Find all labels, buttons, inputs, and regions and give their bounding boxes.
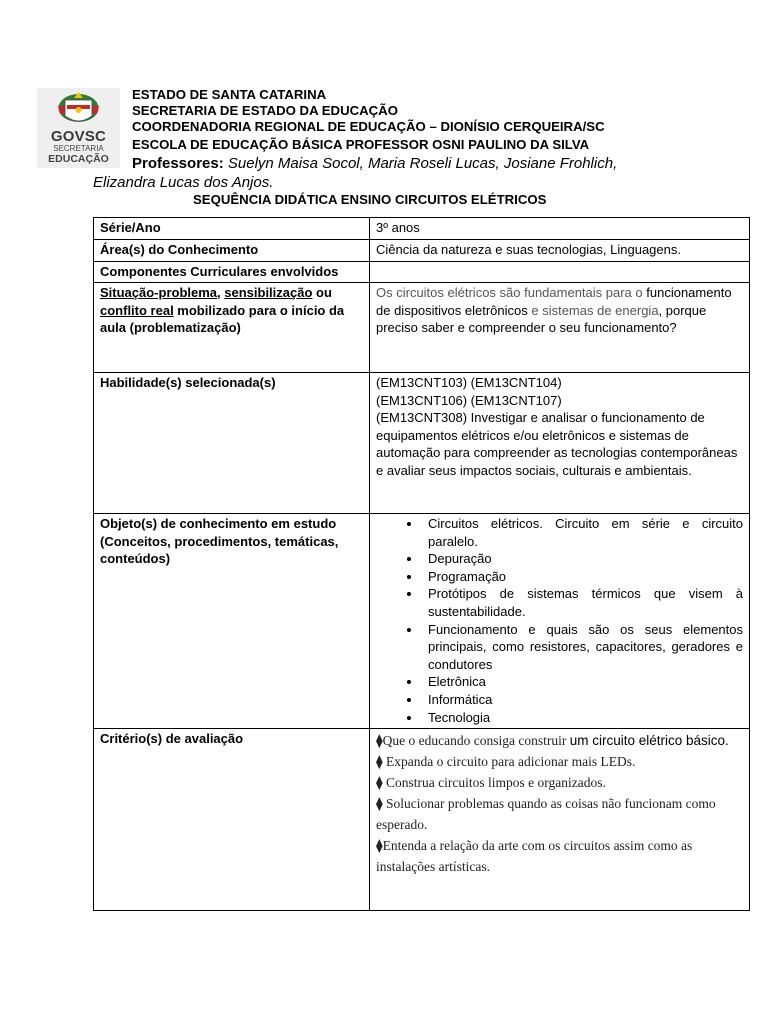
label-situacao-b: ,: [217, 285, 225, 300]
objetos-list: [376, 515, 743, 726]
value-situacao-d: , porque preciso saber e compreender o seu funcionamento?: [376, 302, 707, 335]
habilidades-line-3: (EM13CNT308) Investigar e analisar o funcionamento de equipamentos elétricos e/ou eletrônicos e sistemas de automação para compreender as tecnologias contemporâneas e avaliar seus impactos sociais, culturais e ambientais.: [376, 410, 738, 478]
header-state: ESTADO DE SANTA CATARINA: [132, 87, 327, 102]
santa-catarina-coat-of-arms-icon: [37, 88, 120, 132]
professors-line: [132, 155, 617, 172]
diamond-bullet-icon: ⧫: [376, 733, 383, 749]
list-item: • Informática: [422, 691, 743, 709]
label-situacao-e: conflito real: [100, 302, 174, 318]
label-area: Área(s) do Conhecimento: [94, 240, 370, 262]
criterio-item: [376, 835, 743, 877]
habilidades-line-1: (EM13CNT103) (EM13CNT104): [376, 375, 562, 390]
diamond-bullet-icon: ⧫: [376, 754, 383, 770]
label-serie: Série/Ano: [94, 218, 370, 240]
criterio-text: Que o educando consiga construir: [382, 733, 570, 749]
professors-label: Professores:: [132, 155, 224, 172]
diamond-bullet-icon: ⧫: [376, 775, 383, 791]
table-row-area: [94, 240, 750, 262]
table-row-situacao: [94, 283, 750, 373]
value-situacao-b: funcionamento de dispositivos eletrônicos: [376, 285, 732, 318]
label-situacao-c: sensibilização: [224, 285, 313, 300]
label-objetos: Objeto(s) de conhecimento em estudo (Conceitos, procedimentos, temáticas, conteúdos): [94, 514, 370, 729]
list-item: • Programação: [422, 568, 743, 586]
list-item: • Protótipos de sistemas térmicos que visem à sustentabilidade.: [422, 585, 743, 620]
criterio-text: Construa circuitos limpos e organizados.: [382, 775, 606, 791]
list-item: • Funcionamento e quais são os seus elementos principais, como resistores, capacitores, geradores e condutores: [422, 621, 743, 674]
header-secretariat: SECRETARIA DE ESTADO DA EDUCAÇÃO: [132, 103, 398, 118]
professors-line-2: [93, 174, 273, 191]
header-school: ESCOLA DE EDUCAÇÃO BÁSICA PROFESSOR OSNI PAULINO DA SILVA: [132, 137, 590, 152]
table-row-habilidades: [94, 373, 750, 514]
professors-names-2: Elizandra Lucas dos Anjos.: [93, 174, 274, 191]
table-row-componentes: [94, 261, 750, 283]
diamond-bullet-icon: ⧫: [376, 796, 383, 812]
criterio-text-sans: um circuito elétrico básico.: [569, 733, 729, 749]
table-row-objetos: [94, 514, 750, 729]
list-item: • Eletrônica: [422, 673, 743, 691]
value-situacao-a: Os circuitos elétricos são fundamentais para o: [376, 285, 643, 300]
document-title: SEQUÊNCIA DIDÁTICA ENSINO CIRCUITOS ELÉTRICOS: [193, 192, 547, 207]
list-item: • Depuração: [422, 550, 743, 568]
value-habilidades: [370, 373, 750, 514]
header-coordination: COORDENADORIA REGIONAL DE EDUCAÇÃO – DIONÍSIO CERQUEIRA/SC: [132, 119, 605, 134]
label-situacao-f: mobilizado para o início da aula (problematização): [100, 302, 345, 335]
value-area: Ciência da natureza e suas tecnologias, Linguagens.: [370, 240, 750, 262]
list-item: • Tecnologia: [422, 709, 743, 727]
list-item: • Circuitos elétricos. Circuito em série e circuito paralelo.: [422, 515, 743, 550]
brand-sc: SC: [84, 128, 107, 145]
criterio-item: [376, 772, 743, 793]
diamond-bullet-icon: ⧫: [376, 838, 383, 854]
label-situacao-d: ou: [312, 285, 332, 300]
table-row-serie: [94, 218, 750, 240]
table-row-criterios: [94, 729, 750, 911]
label-situacao: [94, 283, 370, 373]
criterio-item: [376, 751, 743, 772]
value-serie: 3º anos: [370, 218, 750, 240]
value-objetos: [370, 514, 750, 729]
criterio-text: Entenda a relação da arte com os circuitos assim como as instalações artísticas.: [376, 838, 693, 875]
label-componentes: Componentes Curriculares envolvidos: [94, 261, 370, 283]
logo-secretaria: SECRETARIA: [53, 144, 104, 153]
label-criterios: Critério(s) de avaliação: [94, 729, 370, 911]
criterio-item: [376, 730, 743, 751]
didactic-sequence-table: [93, 217, 750, 911]
habilidades-line-2: (EM13CNT106) (EM13CNT107): [376, 392, 562, 408]
criterio-text: Expanda o circuito para adicionar mais LEDs.: [382, 754, 636, 770]
professors-names: Suelyn Maisa Socol, Maria Roseli Lucas, Josiane Frohlich,: [227, 155, 618, 172]
govsc-logo: [37, 88, 120, 168]
value-situacao-c: e sistemas de energia: [527, 302, 659, 318]
value-componentes: [370, 261, 750, 283]
value-situacao: [370, 283, 750, 373]
logo-educacao: EDUCAÇÃO: [48, 153, 109, 165]
brand-gov: GOV: [50, 128, 85, 145]
criterio-item: [376, 793, 743, 835]
label-situacao-a: Situação-problema: [100, 285, 218, 300]
criterio-text: Solucionar problemas quando as coisas não funcionam como esperado.: [376, 796, 716, 833]
label-habilidades: Habilidade(s) selecionada(s): [94, 373, 370, 514]
value-criterios: [370, 729, 750, 911]
